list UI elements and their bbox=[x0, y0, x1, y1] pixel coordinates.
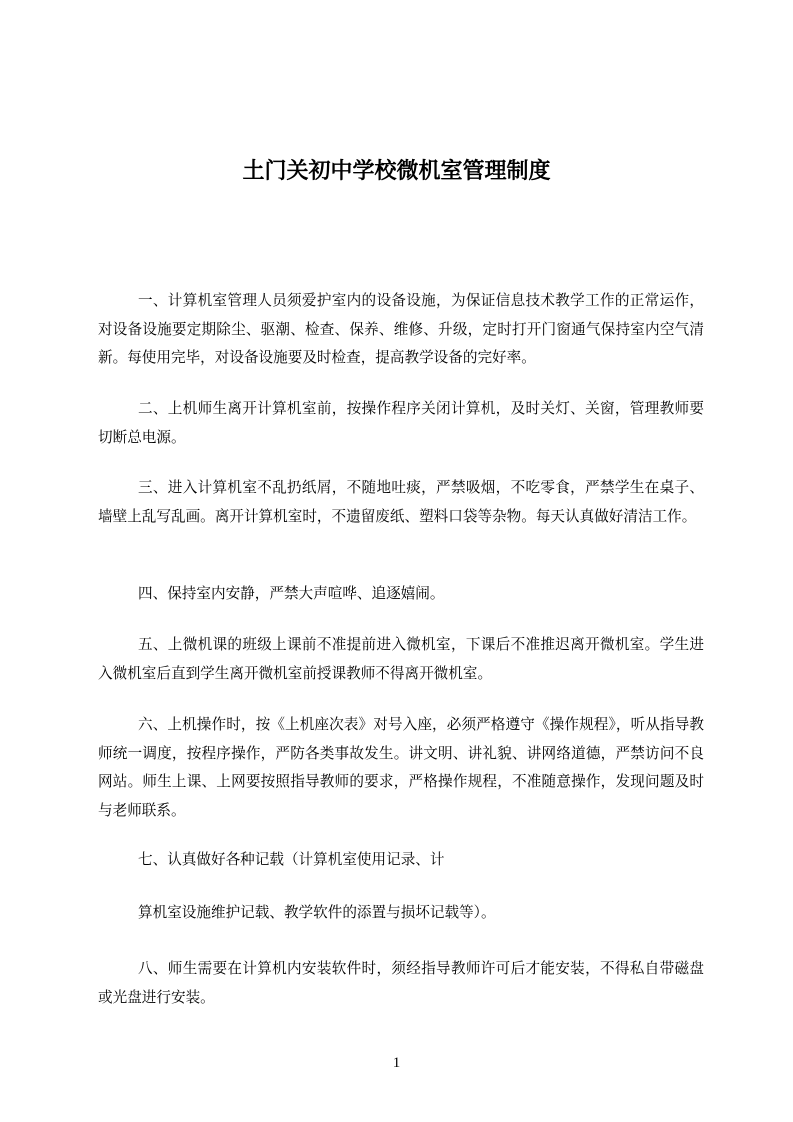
paragraph-1: 一、计算机室管理人员须爱护室内的设备设施，为保证信息技术教学工作的正常运作，对设备设施要定期除尘、驱潮、检查、保养、维修、升级，定时打开门窗通气保持室内空气清新。每使用完毕，对设备设施要及时检查，提高教学设备的完好率。 bbox=[98, 292, 704, 366]
paragraph-5: 五、上微机课的班级上课前不准提前进入微机室，下课后不准推迟离开微机室。学生进入微机室后直到学生离开微机室前授课教师不得离开微机室。 bbox=[98, 636, 704, 682]
paragraph-7: 七、认真做好各种记载（计算机室使用记录、计 bbox=[138, 851, 445, 868]
paragraph-3: 三、进入计算机室不乱扔纸屑，不随地吐痰，严禁吸烟，不吃零食，严禁学生在桌子、墙壁上乱写乱画。离开计算机室时，不遗留废纸、塑料口袋等杂物。每天认真做好清洁工作。 bbox=[98, 479, 704, 525]
paragraph-7-continued: 算机室设施维护记载、教学软件的添置与损坏记载等）。 bbox=[138, 904, 496, 921]
page-number: 1 bbox=[392, 1055, 401, 1071]
page-title: 土门关初中学校微机室管理制度 bbox=[242, 158, 551, 184]
paragraph-4: 四、保持室内安静，严禁大声喧哗、追逐嬉闹。 bbox=[138, 585, 445, 602]
paragraph-2: 二、上机师生离开计算机室前，按操作程序关闭计算机，及时关灯、关窗，管理教师要切断总电源。 bbox=[98, 400, 704, 446]
paragraph-6: 六、上机操作时，按《上机座次表》对号入座，必须严格遵守《操作规程》，听从指导教师统一调度，按程序操作，严防各类事故发生。讲文明、讲礼貌、讲网络道德，严禁访问不良网站。师生上课、上网要按照指导教师的要求，严格操作规程，不准随意操作，发现问题及时与老师联系。 bbox=[98, 716, 704, 819]
paragraph-8: 八、师生需要在计算机内安装软件时，须经指导教师许可后才能安装，不得私自带磁盘或光盘进行安装。 bbox=[98, 960, 704, 1006]
